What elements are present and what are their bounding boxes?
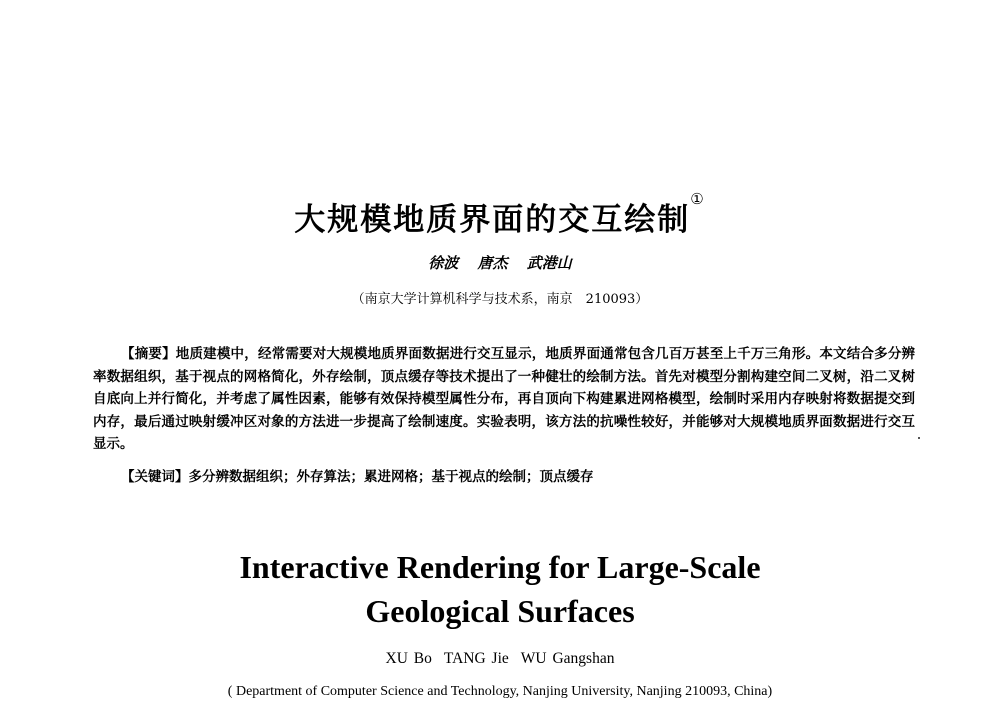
chinese-author-list (0, 252, 1000, 273)
english-author: TANG Jie (443, 650, 509, 667)
abstract-text: 地质建模中，经常需要对大规模地质界面数据进行交互显示，地质界面通常包含几百万甚至上千万三角形。本文结合多分辨率数据组织，基于视点的网格简化，外存绘制，顶点缓存等技术提出了一种健壮的绘制方法。首先对模型分割构建空间二叉树，沿二叉树自底向上并行简化，并考虑了属性因素，能够有效保持模型属性分布，再自顶向下构建累进网格模型，绘制时采用内存映射将数据提交到内存，最后通过映射缓冲区对象的方法进一步提高了绘制速度。实验表明，该方法的抗噪性较好，并能够对大规模地质界面数据进行交互显示。 (93, 346, 916, 452)
english-author: WU Gangshan (520, 650, 615, 667)
chinese-author: 武港山 (526, 254, 572, 272)
abstract-label: 【摘要】 (121, 346, 176, 362)
chinese-abstract (93, 343, 915, 456)
english-author-list (0, 650, 1000, 668)
english-title-line: Geological Surfaces (365, 593, 635, 629)
chinese-affiliation: （南京大学计算机科学与技术系，南京 210093） (351, 292, 649, 307)
keywords-label: 【关键词】 (121, 469, 189, 485)
chinese-title-text: 大规模地质界面的交互绘制 (294, 202, 691, 238)
chinese-title (0, 190, 1000, 239)
chinese-author: 徐波 (428, 254, 459, 272)
english-title-line: Interactive Rendering for Large-Scale (239, 549, 761, 585)
scan-speck (918, 437, 920, 439)
english-author: XU Bo (385, 650, 432, 667)
english-affiliation: ( Department of Computer Science and Technology, Nanjing University, Nanjing 210093, China) (227, 684, 773, 699)
chinese-author: 唐杰 (477, 254, 508, 272)
footnote-mark: ① (690, 190, 706, 208)
chinese-keywords (121, 466, 594, 488)
english-title (0, 545, 1000, 633)
keywords-text: 多分辨数据组织；外存算法；累进网格；基于视点的绘制；顶点缓存 (188, 469, 594, 485)
